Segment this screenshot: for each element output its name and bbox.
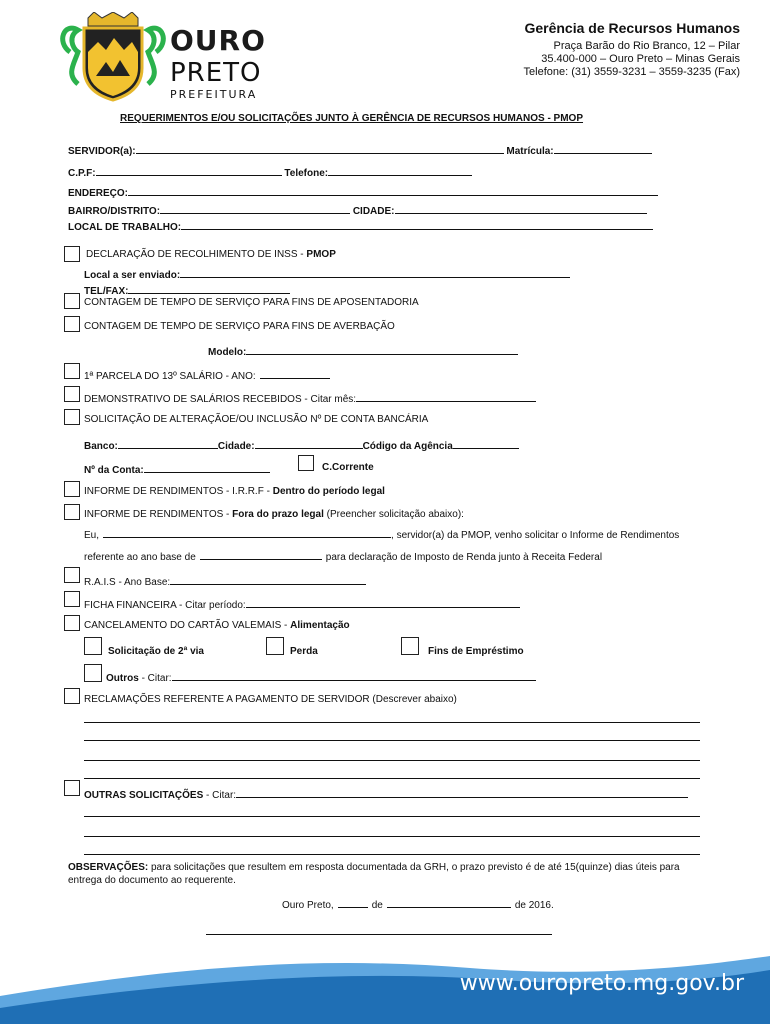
endereco-label: ENDEREÇO: — [68, 188, 129, 199]
irrf-checkbox[interactable] — [64, 481, 80, 497]
observacoes — [68, 862, 680, 873]
decimo-field[interactable] — [260, 368, 330, 379]
logo — [58, 12, 268, 104]
reclamacoes-line-1[interactable] — [84, 722, 700, 723]
aposentadoria-checkbox[interactable] — [64, 293, 80, 309]
footer-url[interactable]: www.ouropreto.mg.gov.br — [459, 971, 744, 996]
outras-bold: OUTRAS SOLICITAÇÕES — [84, 790, 204, 801]
agencia-field[interactable] — [453, 438, 519, 449]
footer-banner — [0, 956, 770, 1024]
org-name: Gerência de Recursos Humanos — [524, 20, 740, 36]
ficha-label: FICHA FINANCEIRA - Citar período: — [84, 600, 246, 611]
outros-bold: Outros — [106, 673, 139, 684]
cidade2-field[interactable] — [255, 438, 363, 449]
emprestimo-label: Fins de Empréstimo — [428, 646, 524, 657]
reclamacoes-label: RECLAMAÇÕES REFERENTE A PAGAMENTO DE SERVIDOR (Descrever abaixo) — [84, 694, 457, 705]
outros-checkbox[interactable] — [84, 664, 102, 682]
date-day-field[interactable] — [338, 897, 368, 908]
emprestimo-checkbox[interactable] — [401, 637, 419, 655]
decimo-row — [84, 368, 330, 382]
ficha-field[interactable] — [246, 597, 520, 608]
rais-checkbox[interactable] — [64, 567, 80, 583]
reclamacoes-line-2[interactable] — [84, 740, 700, 741]
fora-label: INFORME DE RENDIMENTOS - — [84, 509, 230, 520]
endereco-row — [68, 185, 658, 199]
rais-row — [84, 574, 366, 588]
date-city: Ouro Preto, — [282, 900, 334, 911]
servidor-field[interactable] — [136, 143, 504, 154]
outras-line-2[interactable] — [84, 836, 700, 837]
ref-field[interactable] — [200, 549, 322, 560]
demonstrativo-label: DEMONSTRATIVO DE SALÁRIOS RECEBIDOS - Citar mês: — [84, 394, 357, 405]
aposentadoria-label: CONTAGEM DE TEMPO DE SERVIÇO PARA FINS DE APOSENTADORIA — [84, 297, 419, 308]
phone-line: Telefone: (31) 3559-3231 – 3559-3235 (Fax) — [523, 66, 740, 78]
banco-label: Banco: — [84, 441, 118, 452]
inss-label: DECLARAÇÃO DE RECOLHIMENTO DE INSS - — [86, 249, 304, 260]
rais-field[interactable] — [170, 574, 366, 585]
cidade-field[interactable] — [395, 203, 647, 214]
demonstrativo-field[interactable] — [356, 391, 536, 402]
decimo-label: 1ª PARCELA DO 13º SALÁRIO - ANO: — [84, 371, 256, 382]
matricula-label: Matrícula: — [506, 146, 554, 157]
segunda-via-label: Solicitação de 2ª via — [108, 646, 204, 657]
telfax-label: TEL/FAX: — [84, 286, 129, 297]
banco-row — [84, 438, 519, 452]
outras-checkbox[interactable] — [64, 780, 80, 796]
eu-text: , servidor(a) da PMOP, venho solicitar o Informe de Rendimentos — [391, 530, 680, 541]
local-envio-field[interactable] — [180, 267, 570, 278]
date-row — [282, 897, 554, 911]
obs-text: para solicitações que resultem em resposta documentada da GRH, o prazo previsto é de até 15(quinze) dias úteis para — [150, 862, 680, 873]
local-envio-label: Local a ser enviado: — [84, 270, 181, 281]
date-year: de 2016. — [514, 900, 554, 911]
irrf-label: INFORME DE RENDIMENTOS - I.R.R.F - — [84, 486, 270, 497]
outras-line-3[interactable] — [84, 854, 700, 855]
inss-option — [86, 249, 336, 260]
ficha-row — [84, 597, 520, 611]
eu-field[interactable] — [103, 527, 391, 538]
nconta-field[interactable] — [144, 462, 270, 473]
modelo-label: Modelo: — [208, 347, 247, 358]
ccorrente-checkbox[interactable] — [298, 455, 314, 471]
logo-word-preto: PRETO — [170, 58, 262, 88]
fora-bold: Fora do prazo legal — [232, 509, 324, 520]
conta-checkbox[interactable] — [64, 409, 80, 425]
inss-bold: PMOP — [306, 249, 336, 260]
coat-of-arms-icon — [58, 12, 168, 104]
irrf-option — [84, 486, 385, 497]
demonstrativo-checkbox[interactable] — [64, 386, 80, 402]
servidor-row — [68, 143, 652, 157]
agencia-label: Código da Agência — [362, 441, 453, 452]
date-month-field[interactable] — [387, 897, 511, 908]
reclamacoes-line-4[interactable] — [84, 778, 700, 779]
telfax-field[interactable] — [128, 283, 290, 294]
local-row — [68, 219, 653, 233]
perda-label: Perda — [290, 646, 318, 657]
nconta-label: Nº da Conta: — [84, 465, 144, 476]
date-de: de — [371, 900, 383, 911]
fora-option — [84, 509, 464, 520]
endereco-field[interactable] — [128, 185, 658, 196]
valemais-checkbox[interactable] — [64, 615, 80, 631]
ref-row — [84, 549, 602, 563]
outras-label: - Citar: — [206, 790, 237, 801]
bairro-row — [68, 203, 647, 217]
outros-field[interactable] — [172, 670, 536, 681]
outros-row — [106, 670, 536, 684]
cpf-label: C.P.F: — [68, 168, 96, 179]
valemais-bold: Alimentação — [290, 620, 350, 631]
outros-label: - Citar: — [141, 673, 172, 684]
logo-word-ouro: OURO — [170, 24, 266, 57]
perda-checkbox[interactable] — [266, 637, 284, 655]
cidade2-label: Cidade: — [217, 441, 255, 452]
cidade-label: CIDADE: — [352, 206, 395, 217]
cpf-field[interactable] — [96, 165, 282, 176]
logo-word-prefeitura: PREFEITURA — [170, 88, 258, 101]
decimo-checkbox[interactable] — [64, 363, 80, 379]
modelo-field[interactable] — [246, 344, 518, 355]
fora-note: (Preencher solicitação abaixo): — [326, 509, 464, 520]
valemais-option — [84, 620, 350, 631]
local-field[interactable] — [181, 219, 653, 230]
cpf-row — [68, 165, 472, 179]
ref-text: para declaração de Imposto de Renda junto à Receita Federal — [325, 552, 603, 563]
form-title: REQUERIMENTOS E/OU SOLICITAÇÕES JUNTO À GERÊNCIA DE RECURSOS HUMANOS - PMOP — [120, 113, 584, 124]
averbacao-label: CONTAGEM DE TEMPO DE SERVIÇO PARA FINS DE AVERBAÇÃO — [84, 321, 395, 332]
local-envio-row — [84, 267, 570, 281]
fora-checkbox[interactable] — [64, 504, 80, 520]
irrf-bold: Dentro do período legal — [272, 486, 385, 497]
rais-label: R.A.I.S - Ano Base: — [84, 577, 171, 588]
obs-bold: OBSERVAÇÕES: — [68, 862, 149, 873]
banco-field[interactable] — [118, 438, 218, 449]
reclamacoes-line-3[interactable] — [84, 760, 700, 761]
outras-line-1[interactable] — [84, 816, 700, 817]
outras-field[interactable] — [236, 787, 688, 798]
averbacao-checkbox[interactable] — [64, 316, 80, 332]
segunda-via-checkbox[interactable] — [84, 637, 102, 655]
signature-line[interactable] — [206, 934, 552, 935]
ccorrente-label: C.Corrente — [322, 462, 374, 473]
bairro-label: BAIRRO/DISTRITO: — [68, 206, 161, 217]
obs-text-2: entrega do documento ao requerente. — [68, 875, 236, 886]
demonstrativo-row — [84, 391, 536, 405]
telfax-row — [84, 283, 290, 297]
telefone-label: Telefone: — [284, 168, 329, 179]
ficha-checkbox[interactable] — [64, 591, 80, 607]
valemais-label: CANCELAMENTO DO CARTÃO VALEMAIS - — [84, 620, 288, 631]
telefone-field[interactable] — [328, 165, 472, 176]
servidor-label: SERVIDOR(a): — [68, 146, 136, 157]
inss-checkbox[interactable] — [64, 246, 80, 262]
outras-row — [84, 787, 688, 801]
address-line-2: 35.400-000 – Ouro Preto – Minas Gerais — [541, 53, 740, 65]
ref-label: referente ao ano base de — [84, 552, 196, 563]
matricula-field[interactable] — [554, 143, 652, 154]
local-label: LOCAL DE TRABALHO: — [68, 222, 182, 233]
nconta-row — [84, 462, 270, 476]
bairro-field[interactable] — [160, 203, 350, 214]
eu-row — [84, 527, 679, 541]
reclamacoes-checkbox[interactable] — [64, 688, 80, 704]
eu-label: Eu, — [84, 530, 100, 541]
address-line-1: Praça Barão do Rio Branco, 12 – Pilar — [553, 40, 740, 52]
conta-label: SOLICITAÇÃO DE ALTERAÇÃOE/OU INCLUSÃO Nº DE CONTA BANCÁRIA — [84, 414, 429, 425]
modelo-row — [208, 344, 518, 358]
